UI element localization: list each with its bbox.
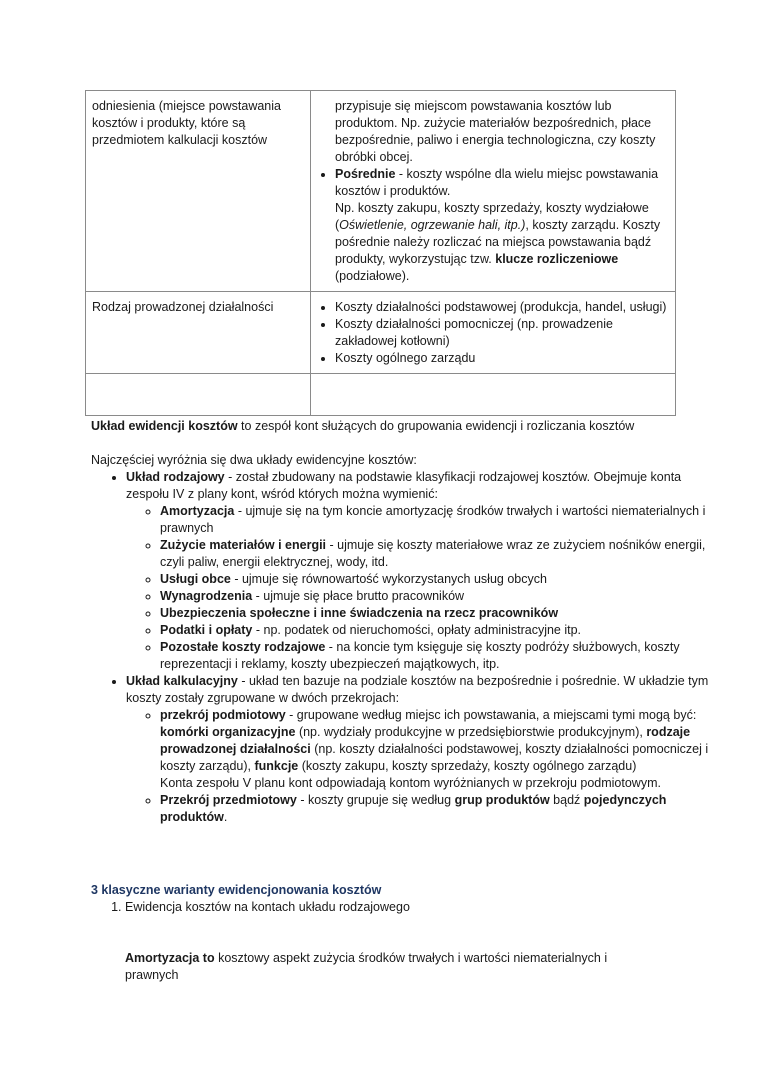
list-item: • Koszty ogólnego zarządu — [335, 350, 669, 367]
list-item: • Koszty działalności pomocniczej (np. prowadzenie zakładowej kotłowni) — [335, 316, 669, 350]
list-item: ◦ Usługi obce - ujmuje się równowartość wykorzystanych usług obcych — [160, 571, 711, 588]
table-row — [86, 292, 676, 374]
classification-table — [85, 90, 676, 416]
table-row-empty — [86, 374, 676, 416]
uklad-definition: Układ ewidencji kosztów to zespół kont służących do grupowania ewidencji i rozliczania kosztów — [91, 419, 635, 433]
list-item: ◦ Wynagrodzenia - ujmuje się płace brutto pracowników — [160, 588, 711, 605]
intro-text: Najczęściej wyróżnia się dwa układy ewidencyjne kosztów: — [91, 453, 417, 467]
list-item: ◦ Podatki i opłaty - np. podatek od nieruchomości, opłaty administracyjne itp. — [160, 622, 711, 639]
amortyzacja-definition: Amortyzacja to kosztowy aspekt zużycia środków trwałych i wartości niematerialnych i prawnych — [125, 951, 608, 982]
list-item-kalkulacyjny: • Układ kalkulacyjny - układ ten bazuje na podziale kosztów na bezpośrednie i pośrednie. W układzie tym koszty zostały zgrupowane w dwóch przekrojach: ◦ przekrój podmiotowy - grupowane według miejsc ich powstawania, a miejscami tymi mogą być: komórki organizacyjne (np. wydziały produkcyjne w przedsiębiorstwie produkcyjnym), rodzaje prowadzonej działalności (np. koszty działalności podstawowej, koszty działalności pomocniczej i koszty zarządu), funkcje (koszty zakupu, koszty sprzedaży, koszty ogólnego zarządu) Konta zespołu V planu kont odpowiadają kontom wyróżnianych w przekroju podmiotowym. ◦ Przekrój przedmiotowy - koszty grupuje się według grup produktów bądź pojedynczych produktów. — [126, 673, 711, 826]
list-item: 1. Ewidencja kosztów na kontach układu rodzajowego — [125, 899, 410, 916]
przekroje-list — [126, 707, 711, 826]
list-item-rodzajowy: • Układ rodzajowy - został zbudowany na podstawie klasyfikacji rodzajowej kosztów. Obejmuje konta zespołu IV z plany kont, wśród których można wymienić: ◦ Amortyzacja - ujmuje się na tym koncie amortyzację środków trwałych i wartości niematerialnych i prawnych ◦ Zużycie materiałów i energii - ujmuje się koszty materiałowe wraz ze zużyciem nośników energii, czyli paliw, energii elektrycznej, wody, itd. ◦ Usługi obce - ujmuje się równowartość wykorzystanych usług obcych ◦ Wynagrodzenia - ujmuje się płace brutto pracowników ◦ Ubezpieczenia społeczne i inne świadczenia na rzecz pracowników ◦ Podatki i opłaty - np. podatek od nieruchomości, opłaty administracyjne itp. ◦ Pozostałe koszty rodzajowe - na koncie tym księguje się koszty podróży służbowych, koszty reprezentacji i reklamy, koszty ubezpieczeń majątkowych, itp. — [126, 469, 711, 673]
konta-list — [126, 503, 711, 673]
uklady-list — [91, 469, 711, 826]
list-item: ◦ Przekrój przedmiotowy - koszty grupuje się według grup produktów bądź pojedynczych produktów. — [160, 792, 711, 826]
list-item: ◦ przekrój podmiotowy - grupowane według miejsc ich powstawania, a miejscami tymi mogą być: komórki organizacyjne (np. wydziały produkcyjne w przedsiębiorstwie produkcyjnym), rodzaje prowadzonej działalności (np. koszty działalności podstawowej, koszty działalności pomocniczej i koszty zarządu), funkcje (koszty zakupu, koszty sprzedaży, koszty ogólnego zarządu) Konta zespołu V planu kont odpowiadają kontom wyróżnianych w przekroju podmiotowym. — [160, 707, 711, 792]
list-item: ◦ Amortyzacja - ujmuje się na tym koncie amortyzację środków trwałych i wartości niematerialnych i prawnych — [160, 503, 711, 537]
table-cell-description — [311, 91, 676, 292]
table-cell-criterion: Rodzaj prowadzonej działalności — [86, 292, 311, 374]
list-item: ◦ Ubezpieczenia społeczne i inne świadczenia na rzecz pracowników — [160, 605, 711, 622]
list-item: ◦ Pozostałe koszty rodzajowe - na koncie tym księguje się koszty podróży służbowych, koszty reprezentacji i reklamy, koszty ubezpieczeń majątkowych, itp. — [160, 639, 711, 673]
table-row — [86, 91, 676, 292]
list-item: • Koszty działalności podstawowej (produkcja, handel, usługi) — [335, 299, 669, 316]
cell-bullet-list — [335, 299, 669, 367]
list-item: ◦ Zużycie materiałów i energii - ujmuje się koszty materiałowe wraz ze zużyciem nośników energii, czyli paliw, energii elektrycznej, wody, itd. — [160, 537, 711, 571]
continued-text: przypisuje się miejscom powstawania kosztów lub produktom. Np. zużycie materiałów bezpośrednich, płace bezpośrednie, paliwo i energia technologiczna, czy koszty obróbki obcej. — [335, 99, 656, 164]
table-cell-description — [311, 292, 676, 374]
table-cell-criterion: odniesienia (miejsce powstawania kosztów i produkty, które są przedmiotem kalkulacji kosztów — [86, 91, 311, 292]
list-item: • Pośrednie - koszty wspólne dla wielu miejsc powstawania kosztów i produktów. Np. koszty zakupu, koszty sprzedaży, koszty wydziałowe (Oświetlenie, ogrzewanie hali, itp.), koszty zarządu. Koszty pośrednie należy rozliczać na miejsca powstawania bądź produkty, wykorzystując tzw. klucze rozliczeniowe (podziałowe). — [335, 166, 669, 285]
warianty-list — [91, 899, 410, 916]
section-heading: 3 klasyczne warianty ewidencjonowania kosztów — [91, 883, 382, 897]
cell-bullet-list — [335, 166, 669, 285]
